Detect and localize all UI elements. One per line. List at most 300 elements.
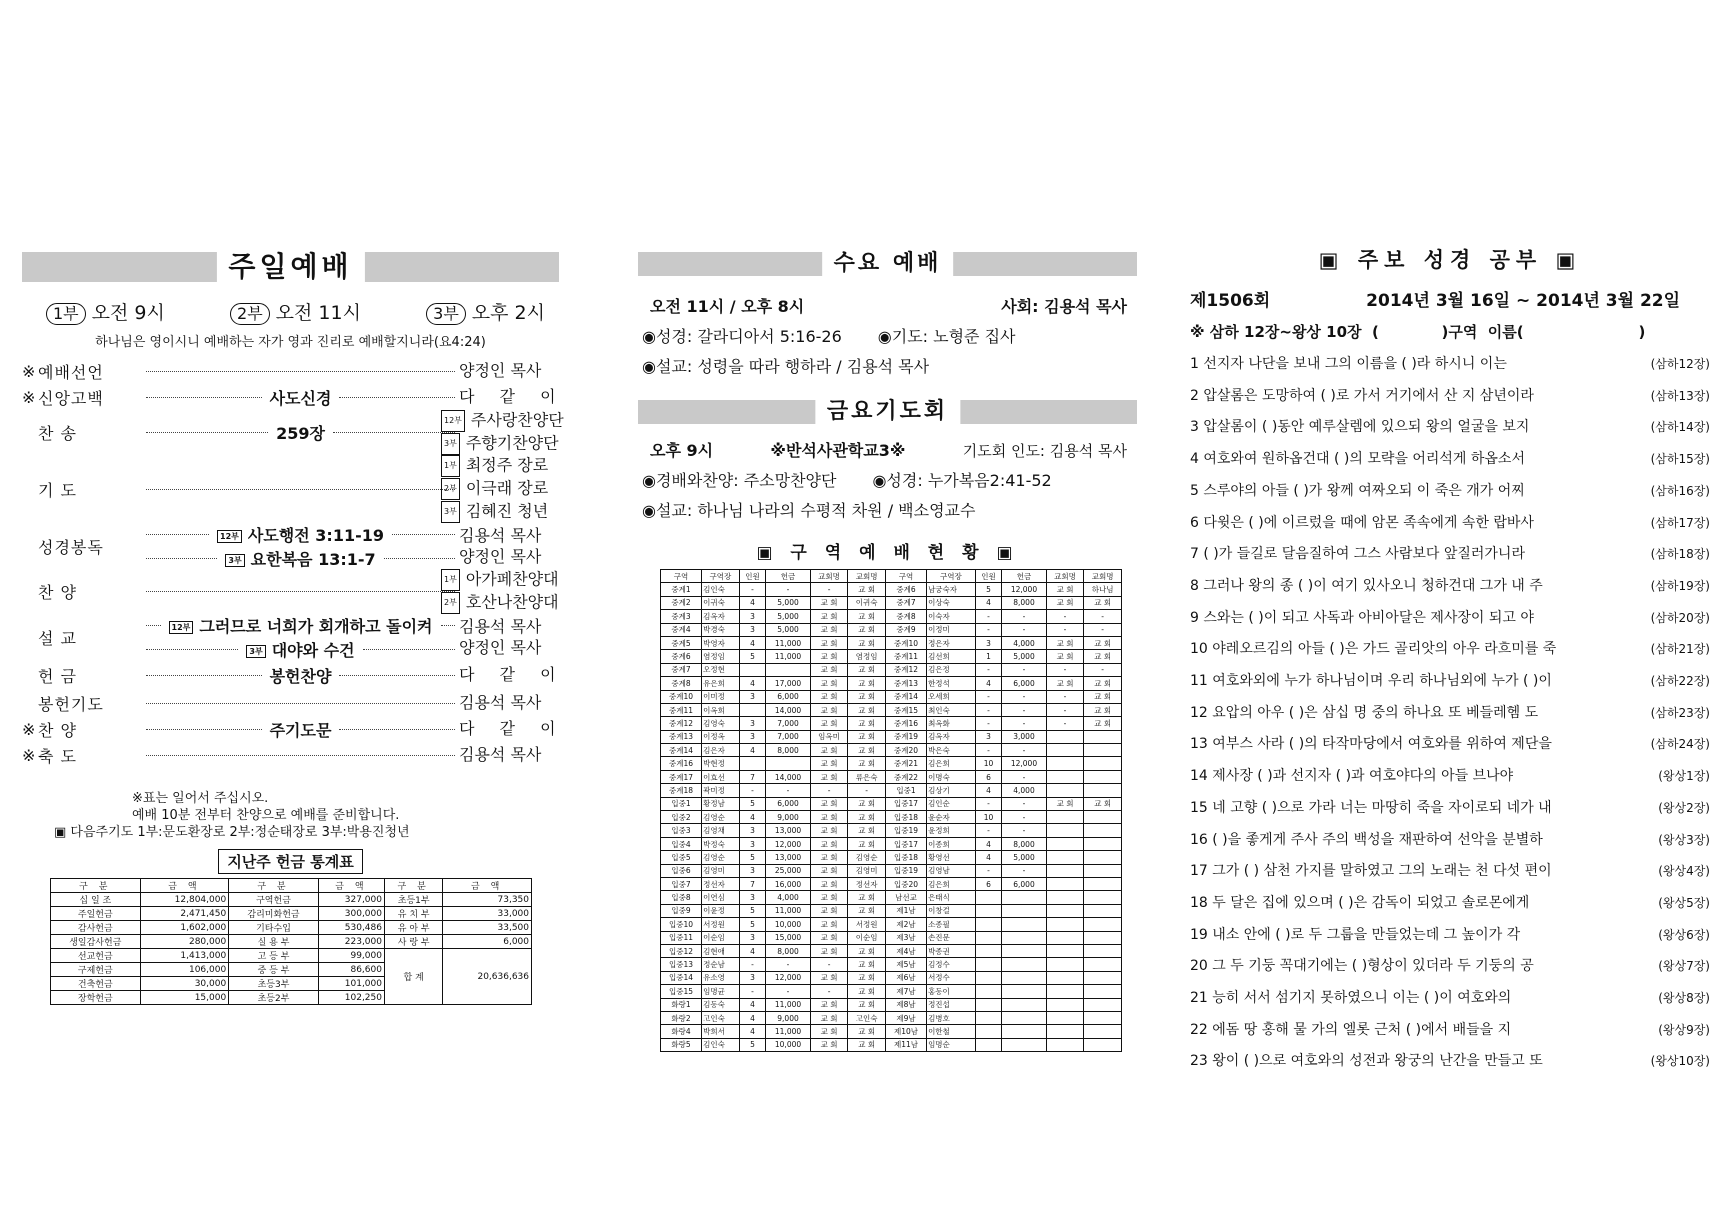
order-label: 봉헌기도	[38, 694, 104, 714]
district-cell: 입중20	[885, 877, 926, 890]
district-cell	[975, 1038, 1002, 1051]
district-cell	[1046, 730, 1084, 743]
district-header-cell: 교회명	[1046, 570, 1084, 583]
district-cell: 교 회	[848, 811, 886, 824]
district-cell	[1084, 891, 1122, 904]
district-cell: 교 회	[810, 596, 848, 609]
district-cell: -	[1002, 797, 1046, 810]
district-cell: 교 회	[810, 623, 848, 636]
district-cell: 교 회	[810, 837, 848, 850]
district-row	[661, 998, 1122, 1011]
district-cell: -	[766, 985, 810, 998]
district-cell: 교 회	[848, 757, 886, 770]
study-question	[1190, 603, 1710, 635]
district-cell: 입중5	[661, 851, 702, 864]
district-cell: 교 회	[848, 583, 886, 596]
district-cell: 이연심	[702, 891, 740, 904]
study-question	[1190, 793, 1710, 825]
district-cell: 교 회	[810, 1025, 848, 1038]
order-leader-line	[142, 581, 459, 603]
order-leader-text: 다 같 이	[459, 719, 566, 738]
district-cell: 교 회	[848, 636, 886, 649]
note-stand: ※표는 일어서 주십시오.	[132, 791, 269, 806]
order-label: 예배선언	[38, 362, 104, 382]
district-cell: -	[1002, 744, 1046, 757]
district-cell: 3	[739, 837, 766, 850]
district-cell: 교 회	[1084, 636, 1122, 649]
district-cell: 교 회	[810, 851, 848, 864]
district-cell: 화랑2	[661, 1011, 702, 1024]
order-label: 찬 양	[38, 583, 77, 602]
district-cell	[1002, 904, 1046, 917]
wednesday-host: 사회: 김용석 목사	[1001, 297, 1127, 316]
offering-category: 고 등 부	[229, 949, 319, 963]
study-question-ref: (삼하17장)	[1650, 515, 1710, 530]
service-tag: 12부	[441, 410, 465, 432]
district-cell	[1046, 931, 1084, 944]
study-question	[1190, 508, 1710, 540]
study-question-text: 22 에돔 땅 홍해 물 가의 엘롯 근처 ( )에서 배들을 지	[1190, 1021, 1512, 1038]
order-line	[142, 614, 459, 636]
order-leader-line	[142, 692, 459, 714]
district-cell: 입중19	[885, 824, 926, 837]
study-question-ref: (왕상1장)	[1658, 769, 1710, 784]
district-cell: 김정수	[927, 958, 976, 971]
dots	[146, 558, 217, 559]
district-header-cell: 헌금	[766, 570, 810, 583]
district-cell: 중계13	[661, 730, 702, 743]
order-label: 축 도	[38, 746, 77, 766]
study-question-text: 12 요압의 아우 ( )은 삼십 명 중의 하나요 또 베들레헴 도	[1190, 704, 1539, 721]
district-cell: -	[1046, 717, 1084, 730]
offering-amount: 102,250	[318, 991, 384, 1005]
friday-sermon: ◉설교: 하나님 나라의 수평적 차원 / 백소영교수	[642, 501, 976, 520]
offering-header-cell: 구 분	[384, 879, 442, 893]
district-cell: 교 회	[810, 757, 848, 770]
study-range: ※ 삼하 12장~왕상 10장 ( )구역 이름( )	[1190, 323, 1646, 341]
district-cell	[1084, 770, 1122, 783]
study-question-text: 13 여부스 사라 ( )의 타작마당에서 여호와를 위하여 제단을	[1190, 736, 1552, 753]
district-row	[661, 650, 1122, 663]
district-cell: 최옥화	[927, 717, 976, 730]
dots	[363, 649, 455, 650]
order-leader-item	[441, 433, 559, 455]
district-cell	[1084, 730, 1122, 743]
service-tag: 3부	[441, 433, 460, 455]
district-cell: 제11남	[885, 1038, 926, 1051]
district-cell: 5,000	[1002, 851, 1046, 864]
district-cell: 입중4	[661, 837, 702, 850]
district-cell: 3	[739, 690, 766, 703]
order-leader-text: 다 같 이	[459, 665, 566, 684]
district-cell: -	[1084, 663, 1122, 676]
offering-amount: 86,600	[318, 963, 384, 977]
study-question	[1190, 698, 1710, 730]
district-cell: 임명순	[927, 1038, 976, 1051]
district-cell	[1046, 864, 1084, 877]
friday-praise-row	[642, 466, 1137, 496]
district-cell	[739, 757, 766, 770]
district-cell: -	[975, 864, 1002, 877]
district-row	[661, 811, 1122, 824]
service-tag: 3부	[225, 554, 244, 567]
study-question-text: 23 왕이 ( )으로 여호와의 성전과 왕궁의 난간을 만들고 또	[1190, 1053, 1543, 1070]
district-cell: 정진섭	[927, 998, 976, 1011]
offering-amount: 73,350	[443, 893, 532, 907]
district-cell	[1002, 985, 1046, 998]
district-cell: 오정현	[702, 663, 740, 676]
district-cell: 3	[739, 931, 766, 944]
order-line	[142, 422, 459, 444]
district-cell: 교 회	[810, 944, 848, 957]
order-center: 봉헌찬양	[266, 664, 336, 687]
district-cell: 교 회	[810, 931, 848, 944]
wednesday-prayer: ◉기도: 노형준 집사	[877, 327, 1016, 346]
district-cell: 김선희	[927, 650, 976, 663]
friday-title-band	[638, 398, 1137, 426]
district-cell: 9,000	[766, 1011, 810, 1024]
district-cell: 교 회	[810, 677, 848, 690]
order-center-text: 사도행전 3:11-19	[247, 525, 384, 545]
district-cell	[739, 703, 766, 716]
district-cell	[1084, 998, 1122, 1011]
district-cell	[739, 663, 766, 676]
district-cell: 교 회	[1046, 650, 1084, 663]
study-info	[1190, 286, 1710, 311]
district-cell: 박은숙	[927, 744, 976, 757]
district-cell	[1084, 757, 1122, 770]
district-cell: 남선교	[885, 891, 926, 904]
study-question	[1190, 634, 1710, 666]
district-cell: 4	[739, 636, 766, 649]
district-header-cell: 헌금	[1002, 570, 1046, 583]
district-cell	[1046, 1025, 1084, 1038]
district-cell	[975, 998, 1002, 1011]
district-header-cell: 구역장	[927, 570, 976, 583]
offering-amount: 101,000	[318, 977, 384, 991]
district-cell: 입중18	[885, 811, 926, 824]
order-leader-item	[441, 478, 559, 500]
study-questions	[1190, 349, 1710, 1078]
offering-category: 주일헌금	[51, 907, 141, 921]
study-question-text: 1 선지자 나단을 보내 그의 이름을 ( )라 하시니 이는	[1190, 356, 1507, 372]
district-cell	[1002, 931, 1046, 944]
district-cell: -	[1002, 663, 1046, 676]
study-question-ref: (왕상6장)	[1658, 927, 1710, 942]
district-cell	[1084, 1038, 1122, 1051]
offering-category: 유 아 부	[384, 921, 442, 935]
district-cell: 3	[739, 824, 766, 837]
district-header-cell: 인원	[975, 570, 1002, 583]
study-question	[1190, 920, 1710, 952]
district-header-cell: 교회명	[1084, 570, 1122, 583]
district-cell: 박경숙	[702, 623, 740, 636]
district-cell: 14,000	[766, 770, 810, 783]
district-row	[661, 744, 1122, 757]
dots	[384, 558, 455, 559]
district-cell: 교 회	[1084, 596, 1122, 609]
sunday-title-band	[22, 250, 559, 284]
order-leader	[459, 665, 566, 685]
district-row	[661, 1038, 1122, 1051]
district-cell: 김인순	[927, 797, 976, 810]
district-cell	[1084, 918, 1122, 931]
district-cell: 김옥자	[927, 730, 976, 743]
motto-verse: 하나님은 영이시니 예배하는 자가 영과 진리로 예배할지니라(요4:24)	[95, 335, 486, 350]
district-cell: 교 회	[848, 717, 886, 730]
district-cell: 중계10	[661, 690, 702, 703]
district-cell: 중계12	[885, 663, 926, 676]
study-question-text: 7 ( )가 들길로 달음질하여 그스 사람보다 앞질러가니라	[1190, 546, 1525, 563]
district-cell: 김동숙	[702, 998, 740, 1011]
sunday-section	[22, 250, 566, 1005]
order-row	[22, 716, 566, 742]
district-cell: 소종필	[927, 918, 976, 931]
order-leader-text: 다 같 이	[459, 387, 566, 406]
district-cell: 김현애	[702, 944, 740, 957]
order-leader-item	[441, 569, 559, 591]
offering-title-wrap	[22, 849, 559, 874]
district-cell: 교 회	[810, 877, 848, 890]
district-cell	[975, 958, 1002, 971]
study-question	[1190, 761, 1710, 793]
district-cell: 중계6	[885, 583, 926, 596]
district-cell: 김은자	[702, 744, 740, 757]
service-tag: 2부	[441, 592, 460, 614]
district-cell: 입중1	[885, 784, 926, 797]
offering-amount: 1,413,000	[140, 949, 229, 963]
district-cell: 8,000	[766, 944, 810, 957]
district-row	[661, 944, 1122, 957]
district-cell	[1002, 1025, 1046, 1038]
district-cell: 제6남	[885, 971, 926, 984]
district-cell: 9,000	[766, 811, 810, 824]
district-cell: 이순임	[702, 931, 740, 944]
district-cell: 교 회	[810, 650, 848, 663]
offering-category: 초등3부	[229, 977, 319, 991]
district-cell: 염정임	[702, 650, 740, 663]
study-question	[1190, 349, 1710, 381]
study-question	[1190, 666, 1710, 698]
offering-category: 기타수입	[229, 921, 319, 935]
district-cell: 입중9	[661, 904, 702, 917]
study-question-text: 14 제사장 ( )과 선지자 ( )과 여호야다의 아들 브나야	[1190, 768, 1514, 785]
order-row	[22, 523, 559, 569]
district-cell: 7	[739, 770, 766, 783]
offering-category: 실 용 부	[229, 935, 319, 949]
district-cell: 교 회	[848, 797, 886, 810]
offering-category: 유 치 부	[384, 907, 442, 921]
district-cell: 중계17	[661, 770, 702, 783]
service-time-1: 1부 오전 9시	[46, 298, 165, 325]
worship-notes	[22, 790, 559, 841]
district-cell: 중계12	[661, 717, 702, 730]
district-header-cell: 구역	[885, 570, 926, 583]
district-cell: -	[975, 610, 1002, 623]
study-question	[1190, 444, 1710, 476]
district-cell: 7	[739, 877, 766, 890]
order-leader	[459, 387, 566, 407]
district-cell: 11,000	[766, 904, 810, 917]
district-cell: 5	[739, 851, 766, 864]
study-question-ref: (삼하20장)	[1650, 610, 1710, 625]
offering-amount: 2,471,450	[140, 907, 229, 921]
district-cell: 중계6	[661, 650, 702, 663]
order-label: 찬 송	[38, 424, 77, 443]
district-cell: 입중15	[661, 985, 702, 998]
district-cell: 13,000	[766, 824, 810, 837]
order-line	[142, 692, 459, 714]
district-cell: 교 회	[810, 636, 848, 649]
district-cell: 황영선	[927, 851, 976, 864]
district-cell: 윤정희	[927, 824, 976, 837]
weekday-section	[638, 250, 1137, 1052]
district-cell: 교 회	[848, 971, 886, 984]
district-cell: 제8남	[885, 998, 926, 1011]
district-cell: 10	[975, 757, 1002, 770]
district-cell: -	[1002, 610, 1046, 623]
district-cell	[1046, 944, 1084, 957]
order-leader-text: 양정인 목사	[459, 546, 542, 566]
district-cell: 제5남	[885, 958, 926, 971]
district-cell: 곽미정	[702, 784, 740, 797]
study-dates: 2014년 3월 16일 ~ 2014년 3월 22일	[1366, 291, 1681, 311]
district-cell: 중계14	[661, 744, 702, 757]
district-header-cell: 인원	[739, 570, 766, 583]
order-leader-text: 양정인 목사	[459, 361, 542, 380]
offering-category: 구역헌금	[229, 893, 319, 907]
offering-amount: 1,602,000	[140, 921, 229, 935]
order-leader-line	[142, 614, 459, 660]
district-cell: 중계5	[661, 636, 702, 649]
district-cell: 중계11	[885, 650, 926, 663]
district-cell	[975, 971, 1002, 984]
district-cell: -	[810, 583, 848, 596]
district-cell: 이한철	[927, 1025, 976, 1038]
offering-total-label: 합 계	[384, 949, 442, 1005]
district-cell	[1046, 998, 1084, 1011]
offering-category: 건축헌금	[51, 977, 141, 991]
order-row	[22, 455, 559, 523]
district-cell: 김영미	[848, 864, 886, 877]
district-cell: 입중3	[661, 824, 702, 837]
district-cell: 중계7	[885, 596, 926, 609]
district-cell	[1002, 918, 1046, 931]
district-cell	[1046, 757, 1084, 770]
order-leader-text: 아가페찬양대	[465, 569, 559, 589]
district-cell: 교 회	[1084, 797, 1122, 810]
offering-amount: 300,000	[318, 907, 384, 921]
district-cell: 이정미	[927, 623, 976, 636]
study-question-text: 6 다윗은 ( )에 이르렀을 때에 암몬 족속에게 속한 랍바사	[1190, 514, 1534, 531]
district-cell: 김영채	[702, 824, 740, 837]
district-cell: 중계1	[661, 583, 702, 596]
district-cell: 15,000	[766, 931, 810, 944]
order-leader-text: 김용석 목사	[459, 693, 542, 712]
district-row	[661, 677, 1122, 690]
order-row	[22, 384, 566, 410]
order-line	[142, 638, 459, 660]
study-question	[1190, 951, 1710, 983]
district-cell: 중계3	[661, 610, 702, 623]
district-header-cell: 구역	[661, 570, 702, 583]
offering-header-row	[51, 879, 532, 893]
offering-category: 사 랑 부	[384, 935, 442, 949]
study-question-text: 16 ( )을 좋게게 주사 주의 백성을 재판하여 선악을 분별하	[1190, 831, 1543, 848]
order-leader	[459, 719, 566, 739]
order-mark: ※	[22, 361, 36, 381]
study-question-ref: (왕상8장)	[1658, 991, 1710, 1006]
district-cell: -	[975, 663, 1002, 676]
offering-category: 장학헌금	[51, 991, 141, 1005]
district-cell: 제4남	[885, 944, 926, 957]
district-cell: 11,000	[766, 998, 810, 1011]
district-cell: 이종희	[927, 837, 976, 850]
district-row	[661, 877, 1122, 890]
district-cell: 4	[739, 998, 766, 1011]
district-cell: 손진문	[927, 931, 976, 944]
district-cell: 임옥미	[810, 730, 848, 743]
district-cell	[1046, 811, 1084, 824]
order-label: 헌 금	[38, 666, 77, 686]
district-table	[660, 569, 1122, 1052]
district-cell: 3,000	[1002, 730, 1046, 743]
district-cell: -	[1046, 690, 1084, 703]
study-question-text: 19 내소 안에 ( )로 두 그룹을 만들었는데 그 높이가 각	[1190, 926, 1521, 943]
study-question-text: 15 네 고향 ( )으로 가라 너는 마땅히 죽을 자이로되 네가 내	[1190, 799, 1552, 816]
district-cell: 교 회	[848, 730, 886, 743]
district-cell	[1046, 824, 1084, 837]
district-cell: 이명숙	[927, 770, 976, 783]
district-cell	[1046, 837, 1084, 850]
service-tag: 3부	[441, 501, 460, 523]
district-cell	[1046, 971, 1084, 984]
district-cell: 화랑1	[661, 998, 702, 1011]
district-row	[661, 1025, 1122, 1038]
study-question-text: 20 그 두 기둥 꼭대기에는 ( )형상이 있더라 두 기둥의 공	[1190, 958, 1534, 975]
study-question-text: 10 야레오르김의 아들 ( )은 가드 골리앗의 아우 라흐미를 죽	[1190, 641, 1557, 658]
district-cell	[1084, 904, 1122, 917]
dots	[146, 729, 262, 730]
district-cell: 4,000	[1002, 636, 1046, 649]
district-row	[661, 931, 1122, 944]
friday-event: ※반석사관학교3※	[770, 441, 906, 460]
district-row	[661, 797, 1122, 810]
order-leader	[459, 526, 559, 567]
district-cell	[1002, 891, 1046, 904]
district-cell: 교 회	[810, 1011, 848, 1024]
district-cell	[1046, 1038, 1084, 1051]
district-cell	[1084, 1025, 1122, 1038]
district-cell: 10,000	[766, 1038, 810, 1051]
study-question	[1190, 729, 1710, 761]
district-cell: 김영남	[927, 864, 976, 877]
dots	[146, 649, 238, 650]
study-question-ref: (삼하19장)	[1650, 578, 1710, 593]
district-cell: 8,000	[766, 744, 810, 757]
district-cell: -	[766, 583, 810, 596]
district-cell: 교 회	[848, 690, 886, 703]
order-center	[213, 523, 388, 546]
district-cell: 4	[975, 837, 1002, 850]
order-line	[142, 664, 459, 686]
order-line	[142, 478, 459, 500]
district-cell	[1046, 770, 1084, 783]
district-cell: 박종권	[927, 944, 976, 957]
district-cell: 제1남	[885, 904, 926, 917]
district-cell: -	[975, 703, 1002, 716]
district-cell: 김영미	[702, 864, 740, 877]
